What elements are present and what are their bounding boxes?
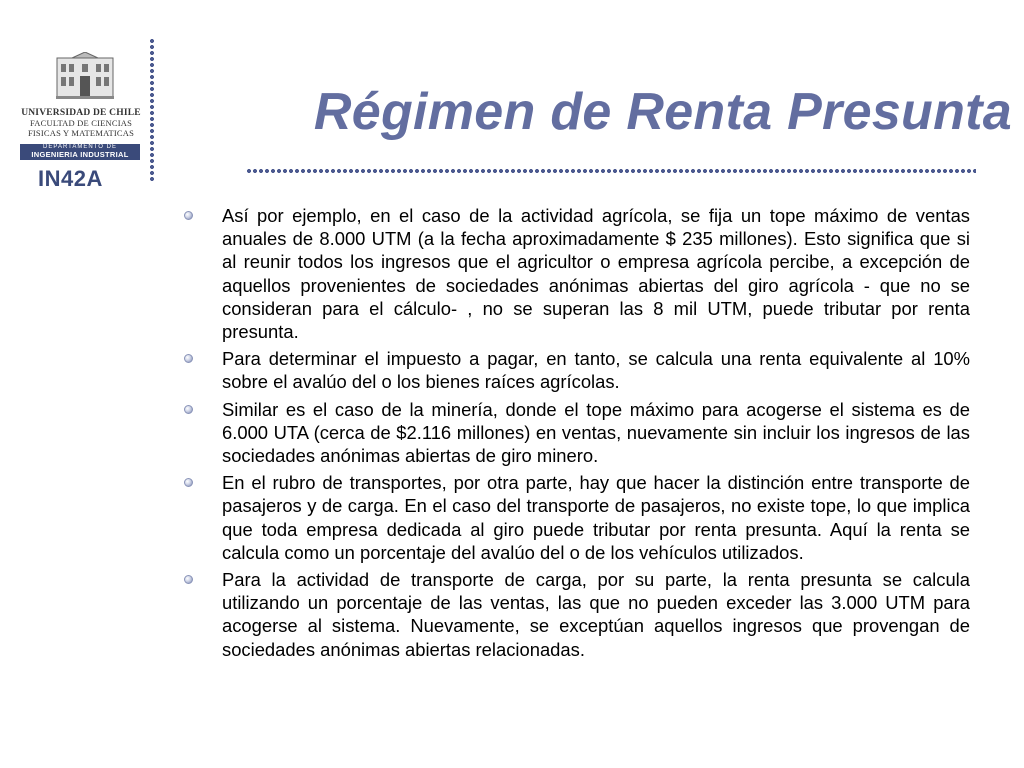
department-line-2: INGENIERIA INDUSTRIAL: [31, 150, 129, 159]
university-name-block: [20, 108, 142, 138]
university-building-icon: [56, 52, 114, 102]
bullet-icon: [184, 478, 193, 487]
bullet-text: En el rubro de transportes, por otra parte, hay que hacer la distinción entre transporte de pasajeros y de carga. En el caso del transporte de pasajeros, no existe tope, lo que implica que toda empresa dedicada al giro puede tributar por renta presunta. Aquí la renta se calcula como un porcentaje del avalúo del o de los vehículos utilizados.: [222, 472, 970, 563]
horizontal-dotted-divider: [246, 169, 976, 173]
list-item: [184, 204, 970, 343]
bullet-text: Para determinar el impuesto a pagar, en tanto, se calcula una renta equivalente al 10% sobre el avalúo del o los bienes raíces agrícolas.: [222, 348, 970, 393]
university-name: UNIVERSIDAD DE CHILE: [21, 108, 141, 118]
faculty-line-1: FACULTAD DE CIENCIAS: [29, 118, 133, 128]
vertical-dotted-divider: [150, 38, 154, 183]
course-code: IN42A: [38, 166, 103, 191]
slide-title: Régimen de Renta Presunta: [313, 83, 1012, 141]
bullet-icon: [184, 211, 193, 220]
list-item: [184, 568, 970, 661]
bullet-icon: [184, 405, 193, 414]
bullet-text: Así por ejemplo, en el caso de la actividad agrícola, se fija un tope máximo de ventas anuales de 8.000 UTM (a la fecha aproximadamente $ 235 millones). Esto significa que si al reunir todos los ingresos que el agricultor o empresa agrícola percibe, a excepción de aquellos provenientes de sociedades anónimas abiertas del giro agrícola - que no se consideran para el cálculo- , no se superan las 8 mil UTM, puede tributar por renta presunta.: [222, 205, 970, 343]
bullet-text: Similar es el caso de la minería, donde el tope máximo para acogerse el sistema es de 6.000 UTA (cerca de $2.116 millones) en ventas, nuevamente sin incluir los ingresos de las sociedades anónimas abiertas de giro minero.: [222, 398, 970, 467]
bullet-icon: [184, 354, 193, 363]
faculty-line-2: FISICAS Y MATEMATICAS: [27, 128, 135, 138]
bullet-icon: [184, 575, 193, 584]
list-item: [184, 347, 970, 393]
department-line-1: DEPARTAMENTO DE: [43, 144, 117, 150]
bullet-text: Para la actividad de transporte de carga, por su parte, la renta presunta se calcula utilizando un porcentaje de las ventas, las que no pueden exceder las 3.000 UTM para acogerse al sistema. Nuevamente, se exceptúan aquellos ingresos que provengan de sociedades anónimas abiertas relacionadas.: [222, 569, 970, 660]
department-banner: [20, 144, 140, 160]
list-item: [184, 471, 970, 564]
bullet-list: [184, 204, 970, 665]
list-item: [184, 398, 970, 468]
